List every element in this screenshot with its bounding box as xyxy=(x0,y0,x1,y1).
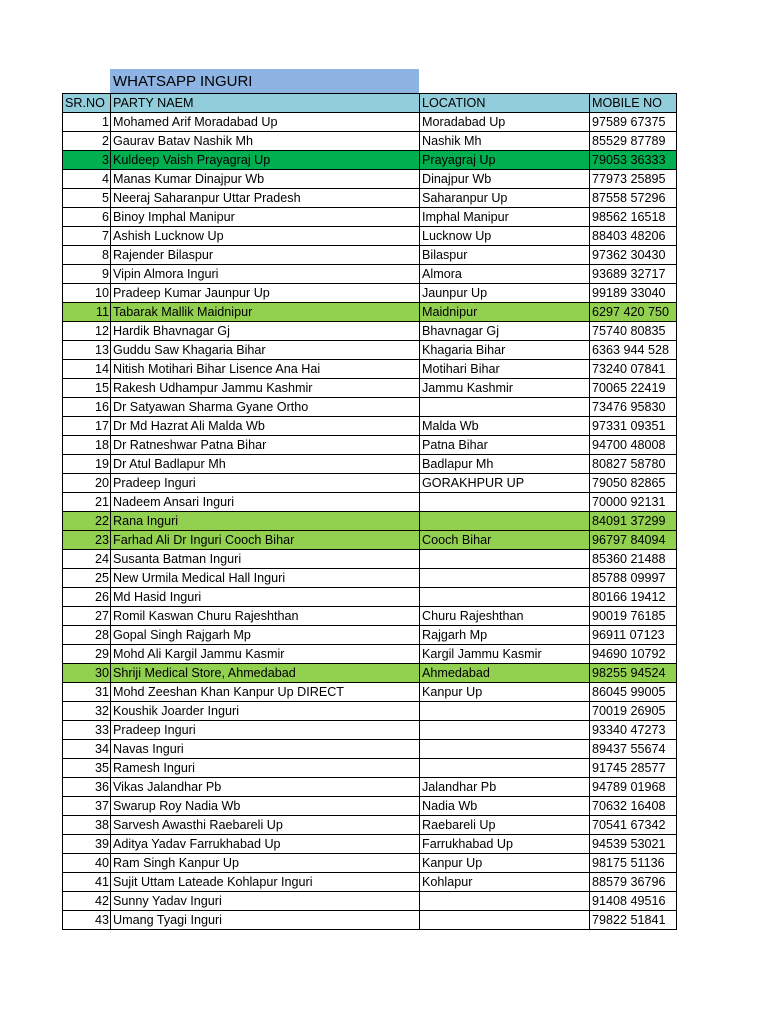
cell-party-name[interactable]: Neeraj Saharanpur Uttar Pradesh xyxy=(111,189,420,208)
cell-sr-no[interactable]: 23 xyxy=(63,531,111,550)
cell-sr-no[interactable]: 12 xyxy=(63,322,111,341)
cell-location[interactable]: Bilaspur xyxy=(420,246,590,265)
cell-mobile-no[interactable]: 80827 58780 xyxy=(590,455,677,474)
table-row xyxy=(63,892,677,911)
cell-party-name[interactable]: Guddu Saw Khagaria Bihar xyxy=(111,341,420,360)
cell-party-name[interactable]: Ashish Lucknow Up xyxy=(111,227,420,246)
cell-party-name[interactable]: Sujit Uttam Lateade Kohlapur Inguri xyxy=(111,873,420,892)
cell-sr-no[interactable]: 43 xyxy=(63,911,111,930)
cell-mobile-no[interactable]: 6297 420 750 xyxy=(590,303,677,322)
cell-party-name[interactable]: Sunny Yadav Inguri xyxy=(111,892,420,911)
cell-location[interactable]: Prayagraj Up xyxy=(420,151,590,170)
cell-mobile-no[interactable]: 98175 51136 xyxy=(590,854,677,873)
cell-location[interactable]: Khagaria Bihar xyxy=(420,341,590,360)
table-row xyxy=(63,474,677,493)
cell-mobile-no[interactable]: 90019 76185 xyxy=(590,607,677,626)
cell-mobile-no[interactable]: 94690 10792 xyxy=(590,645,677,664)
table-row xyxy=(63,740,677,759)
table-row xyxy=(63,170,677,189)
header-row xyxy=(63,94,677,113)
cell-sr-no[interactable]: 6 xyxy=(63,208,111,227)
cell-sr-no[interactable]: 20 xyxy=(63,474,111,493)
cell-mobile-no[interactable]: 79053 36333 xyxy=(590,151,677,170)
cell-party-name[interactable]: Dr Satyawan Sharma Gyane Ortho xyxy=(111,398,420,417)
cell-mobile-no[interactable]: 6363 944 528 xyxy=(590,341,677,360)
cell-location[interactable]: Kanpur Up xyxy=(420,854,590,873)
cell-party-name[interactable]: Rana Inguri xyxy=(111,512,420,531)
table-row xyxy=(63,379,677,398)
cell-party-name[interactable]: Vikas Jalandhar Pb xyxy=(111,778,420,797)
table-row xyxy=(63,322,677,341)
cell-sr-no[interactable]: 31 xyxy=(63,683,111,702)
cell-location[interactable]: Nashik Mh xyxy=(420,132,590,151)
table-row xyxy=(63,227,677,246)
table-row xyxy=(63,645,677,664)
cell-location[interactable]: Cooch Bihar xyxy=(420,531,590,550)
cell-mobile-no[interactable]: 91745 28577 xyxy=(590,759,677,778)
cell-party-name[interactable]: Rajender Bilaspur xyxy=(111,246,420,265)
cell-location[interactable]: Moradabad Up xyxy=(420,113,590,132)
cell-location[interactable] xyxy=(420,493,590,512)
cell-sr-no[interactable]: 25 xyxy=(63,569,111,588)
cell-mobile-no[interactable]: 70065 22419 xyxy=(590,379,677,398)
cell-mobile-no[interactable]: 84091 37299 xyxy=(590,512,677,531)
cell-party-name[interactable]: Hardik Bhavnagar Gj xyxy=(111,322,420,341)
table-row xyxy=(63,284,677,303)
cell-mobile-no[interactable]: 73476 95830 xyxy=(590,398,677,417)
table-row xyxy=(63,208,677,227)
cell-party-name[interactable]: Dr Md Hazrat Ali Malda Wb xyxy=(111,417,420,436)
cell-location[interactable] xyxy=(420,759,590,778)
table-row xyxy=(63,797,677,816)
cell-sr-no[interactable]: 2 xyxy=(63,132,111,151)
cell-mobile-no[interactable]: 70019 26905 xyxy=(590,702,677,721)
table-row xyxy=(63,341,677,360)
cell-mobile-no[interactable]: 85360 21488 xyxy=(590,550,677,569)
cell-sr-no[interactable]: 18 xyxy=(63,436,111,455)
cell-location[interactable]: Raebareli Up xyxy=(420,816,590,835)
cell-party-name[interactable]: Umang Tyagi Inguri xyxy=(111,911,420,930)
cell-location[interactable]: Rajgarh Mp xyxy=(420,626,590,645)
cell-sr-no[interactable]: 35 xyxy=(63,759,111,778)
sheet-title[interactable]: WHATSAPP INGURI xyxy=(110,69,419,93)
table-row xyxy=(63,455,677,474)
table-row xyxy=(63,512,677,531)
cell-sr-no[interactable]: 4 xyxy=(63,170,111,189)
cell-sr-no[interactable]: 17 xyxy=(63,417,111,436)
cell-location[interactable] xyxy=(420,911,590,930)
cell-location[interactable]: Motihari Bihar xyxy=(420,360,590,379)
cell-location[interactable] xyxy=(420,892,590,911)
cell-sr-no[interactable]: 14 xyxy=(63,360,111,379)
table-row xyxy=(63,569,677,588)
cell-sr-no[interactable]: 21 xyxy=(63,493,111,512)
cell-mobile-no[interactable]: 97362 30430 xyxy=(590,246,677,265)
cell-party-name[interactable]: Swarup Roy Nadia Wb xyxy=(111,797,420,816)
cell-location[interactable]: Imphal Manipur xyxy=(420,208,590,227)
cell-party-name[interactable]: Navas Inguri xyxy=(111,740,420,759)
cell-mobile-no[interactable]: 94789 01968 xyxy=(590,778,677,797)
header-location[interactable]: LOCATION xyxy=(420,94,590,113)
table-row xyxy=(63,626,677,645)
header-party-name[interactable]: PARTY NAEM xyxy=(111,94,420,113)
cell-party-name[interactable]: Sarvesh Awasthi Raebareli Up xyxy=(111,816,420,835)
table-row xyxy=(63,664,677,683)
cell-sr-no[interactable]: 3 xyxy=(63,151,111,170)
cell-sr-no[interactable]: 9 xyxy=(63,265,111,284)
cell-party-name[interactable]: Rakesh Udhampur Jammu Kashmir xyxy=(111,379,420,398)
cell-location[interactable]: Churu Rajeshthan xyxy=(420,607,590,626)
table-row xyxy=(63,531,677,550)
cell-sr-no[interactable]: 8 xyxy=(63,246,111,265)
table-row xyxy=(63,759,677,778)
cell-sr-no[interactable]: 39 xyxy=(63,835,111,854)
cell-mobile-no[interactable]: 96911 07123 xyxy=(590,626,677,645)
cell-mobile-no[interactable]: 70632 16408 xyxy=(590,797,677,816)
cell-location[interactable]: GORAKHPUR UP xyxy=(420,474,590,493)
cell-mobile-no[interactable]: 70000 92131 xyxy=(590,493,677,512)
table-row xyxy=(63,702,677,721)
cell-mobile-no[interactable]: 94700 48008 xyxy=(590,436,677,455)
cell-mobile-no[interactable]: 86045 99005 xyxy=(590,683,677,702)
cell-location[interactable] xyxy=(420,740,590,759)
cell-sr-no[interactable]: 19 xyxy=(63,455,111,474)
cell-party-name[interactable]: Pradeep Inguri xyxy=(111,474,420,493)
table-row xyxy=(63,417,677,436)
cell-sr-no[interactable]: 7 xyxy=(63,227,111,246)
table-row xyxy=(63,816,677,835)
cell-mobile-no[interactable]: 79822 51841 xyxy=(590,911,677,930)
cell-sr-no[interactable]: 1 xyxy=(63,113,111,132)
cell-sr-no[interactable]: 29 xyxy=(63,645,111,664)
cell-location[interactable] xyxy=(420,721,590,740)
cell-party-name[interactable]: Shriji Medical Store, Ahmedabad xyxy=(111,664,420,683)
table-row xyxy=(63,854,677,873)
cell-mobile-no[interactable]: 98562 16518 xyxy=(590,208,677,227)
cell-sr-no[interactable]: 16 xyxy=(63,398,111,417)
cell-party-name[interactable]: Nadeem Ansari Inguri xyxy=(111,493,420,512)
cell-location[interactable]: Nadia Wb xyxy=(420,797,590,816)
cell-location[interactable] xyxy=(420,512,590,531)
cell-party-name[interactable]: Kuldeep Vaish Prayagraj Up xyxy=(111,151,420,170)
cell-location[interactable]: Jalandhar Pb xyxy=(420,778,590,797)
cell-location[interactable]: Kohlapur xyxy=(420,873,590,892)
cell-party-name[interactable]: Farhad Ali Dr Inguri Cooch Bihar xyxy=(111,531,420,550)
cell-sr-no[interactable]: 28 xyxy=(63,626,111,645)
table-row xyxy=(63,607,677,626)
cell-mobile-no[interactable]: 85529 87789 xyxy=(590,132,677,151)
table-row xyxy=(63,151,677,170)
cell-party-name[interactable]: Dr Ratneshwar Patna Bihar xyxy=(111,436,420,455)
table-row xyxy=(63,721,677,740)
cell-location[interactable]: Bhavnagar Gj xyxy=(420,322,590,341)
header-mobile-no[interactable]: MOBILE NO xyxy=(590,94,677,113)
cell-location[interactable]: Saharanpur Up xyxy=(420,189,590,208)
cell-mobile-no[interactable]: 88403 48206 xyxy=(590,227,677,246)
cell-sr-no[interactable]: 36 xyxy=(63,778,111,797)
cell-party-name[interactable]: Vipin Almora Inguri xyxy=(111,265,420,284)
cell-location[interactable]: Kargil Jammu Kasmir xyxy=(420,645,590,664)
cell-mobile-no[interactable]: 79050 82865 xyxy=(590,474,677,493)
cell-mobile-no[interactable]: 75740 80835 xyxy=(590,322,677,341)
cell-mobile-no[interactable]: 96797 84094 xyxy=(590,531,677,550)
table-row xyxy=(63,683,677,702)
table-row xyxy=(63,265,677,284)
cell-location[interactable]: Jammu Kashmir xyxy=(420,379,590,398)
table-row xyxy=(63,113,677,132)
cell-location[interactable]: Kanpur Up xyxy=(420,683,590,702)
cell-location[interactable] xyxy=(420,588,590,607)
cell-mobile-no[interactable]: 97589 67375 xyxy=(590,113,677,132)
table-row xyxy=(63,398,677,417)
cell-party-name[interactable]: Nitish Motihari Bihar Lisence Ana Hai xyxy=(111,360,420,379)
cell-location[interactable]: Ahmedabad xyxy=(420,664,590,683)
table-row xyxy=(63,493,677,512)
cell-mobile-no[interactable]: 98255 94524 xyxy=(590,664,677,683)
table-row xyxy=(63,132,677,151)
cell-mobile-no[interactable]: 89437 55674 xyxy=(590,740,677,759)
cell-party-name[interactable]: Md Hasid Inguri xyxy=(111,588,420,607)
table-row xyxy=(63,360,677,379)
contacts-table xyxy=(62,93,677,930)
cell-location[interactable]: Dinajpur Wb xyxy=(420,170,590,189)
cell-location[interactable] xyxy=(420,569,590,588)
table-row xyxy=(63,246,677,265)
cell-location[interactable]: Almora xyxy=(420,265,590,284)
cell-sr-no[interactable]: 13 xyxy=(63,341,111,360)
cell-location[interactable] xyxy=(420,398,590,417)
cell-sr-no[interactable]: 38 xyxy=(63,816,111,835)
cell-party-name[interactable]: Romil Kaswan Churu Rajeshthan xyxy=(111,607,420,626)
table-row xyxy=(63,588,677,607)
cell-sr-no[interactable]: 27 xyxy=(63,607,111,626)
cell-location[interactable]: Badlapur Mh xyxy=(420,455,590,474)
cell-party-name[interactable]: Ramesh Inguri xyxy=(111,759,420,778)
cell-mobile-no[interactable]: 93340 47273 xyxy=(590,721,677,740)
cell-location[interactable]: Malda Wb xyxy=(420,417,590,436)
cell-location[interactable]: Lucknow Up xyxy=(420,227,590,246)
table-row xyxy=(63,303,677,322)
cell-mobile-no[interactable]: 94539 53021 xyxy=(590,835,677,854)
cell-sr-no[interactable]: 11 xyxy=(63,303,111,322)
cell-location[interactable] xyxy=(420,702,590,721)
table-row xyxy=(63,550,677,569)
table-row xyxy=(63,873,677,892)
cell-party-name[interactable]: Gaurav Batav Nashik Mh xyxy=(111,132,420,151)
cell-location[interactable]: Jaunpur Up xyxy=(420,284,590,303)
table-row xyxy=(63,778,677,797)
cell-party-name[interactable]: Manas Kumar Dinajpur Wb xyxy=(111,170,420,189)
cell-party-name[interactable]: Tabarak Mallik Maidnipur xyxy=(111,303,420,322)
cell-mobile-no[interactable]: 80166 19412 xyxy=(590,588,677,607)
cell-party-name[interactable]: Susanta Batman Inguri xyxy=(111,550,420,569)
cell-mobile-no[interactable]: 93689 32717 xyxy=(590,265,677,284)
cell-mobile-no[interactable]: 85788 09997 xyxy=(590,569,677,588)
cell-location[interactable]: Farrukhabad Up xyxy=(420,835,590,854)
cell-mobile-no[interactable]: 70541 67342 xyxy=(590,816,677,835)
cell-mobile-no[interactable]: 97331 09351 xyxy=(590,417,677,436)
cell-party-name[interactable]: Binoy Imphal Manipur xyxy=(111,208,420,227)
cell-party-name[interactable]: Pradeep Kumar Jaunpur Up xyxy=(111,284,420,303)
table-row xyxy=(63,189,677,208)
table-row xyxy=(63,436,677,455)
cell-sr-no[interactable]: 30 xyxy=(63,664,111,683)
cell-sr-no[interactable]: 10 xyxy=(63,284,111,303)
cell-party-name[interactable]: Mohd Zeeshan Khan Kanpur Up DIRECT xyxy=(111,683,420,702)
cell-location[interactable] xyxy=(420,550,590,569)
cell-party-name[interactable]: Ram Singh Kanpur Up xyxy=(111,854,420,873)
cell-location[interactable]: Maidnipur xyxy=(420,303,590,322)
cell-party-name[interactable]: Dr Atul Badlapur Mh xyxy=(111,455,420,474)
header-sr-no[interactable]: SR.NO xyxy=(63,94,111,113)
cell-mobile-no[interactable]: 73240 07841 xyxy=(590,360,677,379)
cell-mobile-no[interactable]: 91408 49516 xyxy=(590,892,677,911)
cell-party-name[interactable]: Pradeep Inguri xyxy=(111,721,420,740)
cell-sr-no[interactable]: 37 xyxy=(63,797,111,816)
cell-party-name[interactable]: Gopal Singh Rajgarh Mp xyxy=(111,626,420,645)
cell-party-name[interactable]: Mohd Ali Kargil Jammu Kasmir xyxy=(111,645,420,664)
cell-location[interactable]: Patna Bihar xyxy=(420,436,590,455)
cell-mobile-no[interactable]: 99189 33040 xyxy=(590,284,677,303)
table-body xyxy=(63,113,677,930)
cell-sr-no[interactable]: 42 xyxy=(63,892,111,911)
cell-sr-no[interactable]: 26 xyxy=(63,588,111,607)
cell-party-name[interactable]: Mohamed Arif Moradabad Up xyxy=(111,113,420,132)
cell-sr-no[interactable]: 40 xyxy=(63,854,111,873)
table-row xyxy=(63,835,677,854)
cell-sr-no[interactable]: 22 xyxy=(63,512,111,531)
cell-mobile-no[interactable]: 77973 25895 xyxy=(590,170,677,189)
cell-party-name[interactable]: Koushik Joarder Inguri xyxy=(111,702,420,721)
cell-party-name[interactable]: New Urmila Medical Hall Inguri xyxy=(111,569,420,588)
cell-sr-no[interactable]: 5 xyxy=(63,189,111,208)
cell-sr-no[interactable]: 24 xyxy=(63,550,111,569)
cell-sr-no[interactable]: 41 xyxy=(63,873,111,892)
cell-mobile-no[interactable]: 88579 36796 xyxy=(590,873,677,892)
cell-party-name[interactable]: Aditya Yadav Farrukhabad Up xyxy=(111,835,420,854)
cell-mobile-no[interactable]: 87558 57296 xyxy=(590,189,677,208)
table-row xyxy=(63,911,677,930)
cell-sr-no[interactable]: 15 xyxy=(63,379,111,398)
cell-sr-no[interactable]: 34 xyxy=(63,740,111,759)
cell-sr-no[interactable]: 32 xyxy=(63,702,111,721)
cell-sr-no[interactable]: 33 xyxy=(63,721,111,740)
